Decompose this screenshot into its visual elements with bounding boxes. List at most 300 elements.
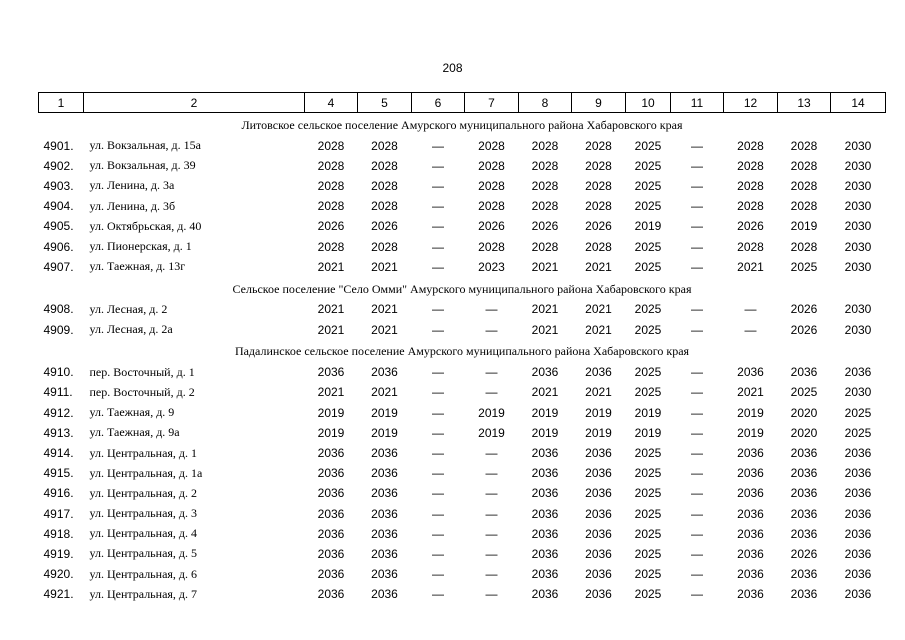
year-cell-col-14: 2036: [844, 567, 872, 582]
year-cell-col-10: 2025: [634, 546, 662, 561]
year-cell-col-13: 2036: [790, 506, 818, 521]
address-cell: ул. Центральная, д. 1: [89, 445, 198, 460]
year-cell-col-14: 2030: [844, 158, 872, 173]
address-cell: ул. Центральная, д. 7: [89, 586, 198, 601]
header-row: [39, 93, 886, 113]
year-cell-col-11: —: [691, 259, 703, 274]
year-cell-col-8: 2036: [531, 506, 559, 521]
year-cell-col-5: 2036: [371, 526, 398, 541]
year-cell-col-14: 2036: [844, 587, 872, 602]
year-cell-col-9: 2028: [585, 158, 612, 173]
column-header-13: 13: [778, 93, 831, 113]
column-header-5: 5: [358, 93, 412, 113]
year-cell-col-5: 2028: [371, 138, 398, 153]
year-cell-col-7: —: [485, 446, 498, 461]
year-cell-col-11: —: [691, 302, 703, 317]
year-cell-col-9: 2021: [585, 302, 612, 317]
year-cell-col-4: 2021: [317, 385, 345, 400]
year-cell-col-4: 2021: [317, 302, 345, 317]
section-heading-row: [39, 113, 886, 136]
year-cell-col-7: 2026: [478, 219, 505, 234]
row-number: 4918.: [43, 526, 74, 541]
year-cell-col-14: 2030: [844, 259, 872, 274]
year-cell-col-12: 2028: [737, 178, 764, 193]
year-cell-col-9: 2028: [585, 239, 612, 254]
row-number: 4901.: [43, 138, 74, 153]
row-number: 4908.: [43, 302, 74, 317]
year-cell-col-11: —: [691, 219, 703, 234]
column-header-2: 2: [84, 93, 305, 113]
year-cell-col-7: —: [485, 385, 498, 400]
year-cell-col-8: 2028: [531, 178, 559, 193]
year-cell-col-6: —: [432, 405, 444, 420]
year-cell-col-10: 2025: [634, 138, 662, 153]
table-row: [39, 483, 886, 503]
row-number: 4913.: [43, 425, 74, 440]
row-number: 4904.: [43, 199, 74, 214]
year-cell-col-13: 2026: [790, 546, 818, 561]
year-cell-col-5: 2036: [371, 365, 398, 380]
year-cell-col-13: 2028: [790, 158, 818, 173]
year-cell-col-11: —: [691, 425, 703, 440]
year-cell-col-10: 2019: [634, 219, 662, 234]
year-cell-col-6: —: [432, 546, 444, 561]
address-cell: ул. Лесная, д. 2: [89, 301, 168, 316]
year-cell-col-6: —: [432, 526, 444, 541]
year-cell-col-11: —: [691, 178, 703, 193]
year-cell-col-7: —: [485, 567, 498, 582]
year-cell-col-12: 2021: [737, 259, 764, 274]
table-row: [39, 257, 886, 277]
year-cell-col-10: 2025: [634, 486, 662, 501]
year-cell-col-10: 2025: [634, 178, 662, 193]
year-cell-col-6: —: [432, 259, 444, 274]
year-cell-col-9: 2026: [585, 219, 612, 234]
year-cell-col-4: 2036: [317, 365, 345, 380]
year-cell-col-5: 2036: [371, 546, 398, 561]
table-row: [39, 564, 886, 584]
column-header-14: 14: [831, 93, 886, 113]
row-number: 4917.: [43, 506, 74, 521]
year-cell-col-7: 2028: [478, 239, 505, 254]
year-cell-col-5: 2021: [371, 302, 398, 317]
year-cell-col-6: —: [432, 178, 444, 193]
year-cell-col-10: 2025: [634, 322, 662, 337]
year-cell-col-6: —: [432, 425, 444, 440]
column-header-7: 7: [465, 93, 519, 113]
year-cell-col-6: —: [432, 322, 444, 337]
year-cell-col-9: 2019: [585, 425, 612, 440]
year-cell-col-12: 2019: [737, 425, 764, 440]
year-cell-col-13: 2036: [790, 587, 818, 602]
address-cell: ул. Пионерская, д. 1: [89, 239, 192, 254]
table-row: [39, 584, 886, 604]
year-cell-col-8: 2036: [531, 546, 559, 561]
year-cell-col-6: —: [432, 446, 444, 461]
table-row: [39, 176, 886, 196]
year-cell-col-5: 2036: [371, 446, 398, 461]
year-cell-col-5: 2028: [371, 239, 398, 254]
table-row: [39, 196, 886, 216]
year-cell-col-4: 2021: [317, 259, 345, 274]
year-cell-col-14: 2030: [844, 302, 872, 317]
table-row: [39, 320, 886, 340]
year-cell-col-13: 2028: [790, 239, 818, 254]
year-cell-col-14: 2030: [844, 322, 872, 337]
year-cell-col-9: 2021: [585, 385, 612, 400]
table-body: [39, 113, 886, 605]
row-number: 4910.: [43, 365, 74, 380]
table-header: [39, 93, 886, 113]
year-cell-col-4: 2019: [317, 405, 345, 420]
year-cell-col-7: —: [485, 365, 498, 380]
year-cell-col-12: 2036: [737, 466, 764, 481]
column-header-1: 1: [39, 93, 84, 113]
year-cell-col-8: 2028: [531, 138, 559, 153]
year-cell-col-4: 2036: [317, 526, 345, 541]
year-cell-col-8: 2021: [531, 302, 559, 317]
column-header-6: 6: [412, 93, 465, 113]
year-cell-col-6: —: [432, 587, 444, 602]
section-heading-row: [39, 340, 886, 363]
year-cell-col-4: 2026: [317, 219, 345, 234]
year-cell-col-4: 2036: [317, 587, 345, 602]
table-row: [39, 216, 886, 236]
table-row: [39, 524, 886, 544]
year-cell-col-9: 2019: [585, 405, 612, 420]
year-cell-col-7: —: [485, 466, 498, 481]
year-cell-col-4: 2036: [317, 466, 345, 481]
year-cell-col-9: 2036: [585, 486, 612, 501]
table-row: [39, 156, 886, 176]
table-row: [39, 504, 886, 524]
year-cell-col-9: 2021: [585, 259, 612, 274]
year-cell-col-10: 2025: [634, 302, 662, 317]
year-cell-col-6: —: [432, 466, 444, 481]
year-cell-col-7: 2028: [478, 138, 505, 153]
year-cell-col-8: 2036: [531, 526, 559, 541]
year-cell-col-5: 2021: [371, 385, 398, 400]
year-cell-col-5: 2026: [371, 219, 398, 234]
year-cell-col-10: 2025: [634, 466, 662, 481]
year-cell-col-7: —: [485, 526, 498, 541]
year-cell-col-9: 2036: [585, 365, 612, 380]
year-cell-col-13: 2036: [790, 526, 818, 541]
table-row: [39, 382, 886, 402]
year-cell-col-7: —: [485, 486, 498, 501]
year-cell-col-7: —: [485, 506, 498, 521]
address-cell: ул. Центральная, д. 3: [89, 506, 198, 521]
year-cell-col-5: 2028: [371, 199, 398, 214]
year-cell-col-6: —: [432, 567, 444, 582]
row-number: 4915.: [43, 466, 74, 481]
year-cell-col-14: 2025: [844, 405, 872, 420]
year-cell-col-9: 2036: [585, 466, 612, 481]
year-cell-col-12: 2019: [737, 405, 764, 420]
year-cell-col-7: —: [485, 302, 498, 317]
address-cell: ул. Таежная, д. 9: [89, 405, 175, 420]
year-cell-col-11: —: [691, 158, 703, 173]
year-cell-col-6: —: [432, 239, 444, 254]
year-cell-col-9: 2036: [585, 587, 612, 602]
year-cell-col-13: 2025: [790, 259, 818, 274]
year-cell-col-14: 2036: [844, 546, 872, 561]
year-cell-col-9: 2036: [585, 506, 612, 521]
year-cell-col-13: 2028: [790, 178, 818, 193]
row-number: 4916.: [43, 486, 74, 501]
table-row: [39, 423, 886, 443]
table-row: [39, 362, 886, 382]
year-cell-col-9: 2021: [585, 322, 612, 337]
year-cell-col-12: —: [744, 302, 757, 317]
year-cell-col-4: 2028: [317, 239, 345, 254]
year-cell-col-4: 2019: [317, 425, 345, 440]
year-cell-col-11: —: [691, 506, 703, 521]
row-number: 4907.: [43, 259, 74, 274]
year-cell-col-10: 2025: [634, 239, 662, 254]
table-row: [39, 299, 886, 319]
year-cell-col-12: 2036: [737, 546, 764, 561]
address-cell: ул. Центральная, д. 1а: [89, 465, 203, 480]
year-cell-col-9: 2036: [585, 526, 612, 541]
year-cell-col-5: 2019: [371, 405, 398, 420]
year-cell-col-7: 2019: [478, 425, 505, 440]
year-cell-col-14: 2030: [844, 385, 872, 400]
year-cell-col-10: 2025: [634, 158, 662, 173]
year-cell-col-14: 2036: [844, 526, 872, 541]
year-cell-col-12: 2028: [737, 158, 764, 173]
year-cell-col-10: 2019: [634, 425, 662, 440]
year-cell-col-13: 2028: [790, 199, 818, 214]
year-cell-col-12: 2028: [737, 239, 764, 254]
year-cell-col-5: 2036: [371, 506, 398, 521]
year-cell-col-11: —: [691, 365, 703, 380]
row-number: 4921.: [43, 587, 74, 602]
year-cell-col-10: 2025: [634, 385, 662, 400]
row-number: 4905.: [43, 219, 74, 234]
column-header-8: 8: [519, 93, 572, 113]
year-cell-col-12: 2036: [737, 365, 764, 380]
row-number: 4911.: [43, 385, 73, 400]
year-cell-col-7: —: [485, 546, 498, 561]
year-cell-col-7: —: [485, 587, 498, 602]
year-cell-col-10: 2025: [634, 587, 662, 602]
year-cell-col-12: 2036: [737, 506, 764, 521]
year-cell-col-12: 2036: [737, 567, 764, 582]
year-cell-col-8: 2028: [531, 158, 559, 173]
year-cell-col-12: 2028: [737, 199, 764, 214]
year-cell-col-14: 2036: [844, 486, 872, 501]
year-cell-col-5: 2036: [371, 567, 398, 582]
year-cell-col-11: —: [691, 405, 703, 420]
year-cell-col-6: —: [432, 385, 444, 400]
year-cell-col-14: 2036: [844, 365, 872, 380]
year-cell-col-8: 2028: [531, 239, 559, 254]
year-cell-col-4: 2036: [317, 506, 345, 521]
year-cell-col-10: 2025: [634, 567, 662, 582]
address-cell: ул. Центральная, д. 4: [89, 526, 198, 541]
year-cell-col-8: 2026: [531, 219, 559, 234]
address-cell: ул. Ленина, д. 3а: [89, 178, 175, 193]
year-cell-col-11: —: [691, 486, 703, 501]
address-cell: ул. Центральная, д. 2: [89, 485, 198, 500]
row-number: 4914.: [43, 446, 74, 461]
address-cell: ул. Таежная, д. 13г: [89, 259, 186, 274]
year-cell-col-12: 2026: [737, 219, 764, 234]
year-cell-col-12: 2021: [737, 385, 764, 400]
year-cell-col-6: —: [432, 506, 444, 521]
year-cell-col-4: 2028: [317, 178, 345, 193]
year-cell-col-13: 2026: [790, 302, 818, 317]
address-cell: ул. Вокзальная, д. 15а: [89, 138, 201, 153]
year-cell-col-10: 2025: [634, 259, 662, 274]
year-cell-col-11: —: [691, 138, 703, 153]
address-cell: пер. Восточный, д. 2: [89, 384, 195, 399]
year-cell-col-9: 2028: [585, 178, 612, 193]
year-cell-col-9: 2036: [585, 446, 612, 461]
year-cell-col-10: 2025: [634, 365, 662, 380]
year-cell-col-5: 2036: [371, 466, 398, 481]
address-cell: ул. Центральная, д. 6: [89, 566, 198, 581]
year-cell-col-14: 2030: [844, 138, 872, 153]
year-cell-col-7: 2019: [478, 405, 505, 420]
year-cell-col-5: 2021: [371, 259, 398, 274]
address-cell: ул. Лесная, д. 2а: [89, 322, 173, 337]
table-row: [39, 544, 886, 564]
address-cell: ул. Октябрьская, д. 40: [89, 218, 202, 233]
table-row: [39, 463, 886, 483]
year-cell-col-10: 2025: [634, 199, 662, 214]
year-cell-col-14: 2030: [844, 239, 872, 254]
year-cell-col-4: 2036: [317, 546, 345, 561]
year-cell-col-13: 2036: [790, 365, 818, 380]
year-cell-col-4: 2036: [317, 446, 345, 461]
table-row: [39, 236, 886, 256]
table-row: [39, 403, 886, 423]
year-cell-col-14: 2036: [844, 446, 872, 461]
year-cell-col-7: 2028: [478, 199, 505, 214]
row-number: 4906.: [43, 239, 74, 254]
year-cell-col-4: 2036: [317, 486, 345, 501]
year-cell-col-11: —: [691, 546, 703, 561]
year-cell-col-5: 2021: [371, 322, 398, 337]
year-cell-col-11: —: [691, 385, 703, 400]
year-cell-col-14: 2030: [844, 219, 872, 234]
year-cell-col-5: 2036: [371, 587, 398, 602]
year-cell-col-6: —: [432, 199, 444, 214]
page-number: 208: [442, 61, 463, 75]
year-cell-col-9: 2028: [585, 199, 612, 214]
year-cell-col-12: —: [744, 322, 757, 337]
year-cell-col-13: 2036: [790, 466, 818, 481]
year-cell-col-8: 2019: [531, 405, 559, 420]
year-cell-col-4: 2021: [317, 322, 345, 337]
year-cell-col-10: 2025: [634, 446, 662, 461]
address-cell: пер. Восточный, д. 1: [89, 364, 195, 379]
year-cell-col-13: 2028: [790, 138, 818, 153]
year-cell-col-11: —: [691, 322, 703, 337]
year-cell-col-8: 2019: [531, 425, 559, 440]
year-cell-col-6: —: [432, 138, 444, 153]
year-cell-col-4: 2028: [317, 158, 345, 173]
year-cell-col-8: 2036: [531, 466, 559, 481]
year-cell-col-13: 2020: [790, 425, 818, 440]
column-header-9: 9: [572, 93, 626, 113]
year-cell-col-9: 2036: [585, 546, 612, 561]
address-cell: ул. Центральная, д. 5: [89, 546, 198, 561]
column-header-12: 12: [724, 93, 778, 113]
year-cell-col-8: 2021: [531, 385, 559, 400]
year-cell-col-8: 2036: [531, 446, 559, 461]
year-cell-col-6: —: [432, 219, 444, 234]
year-cell-col-5: 2028: [371, 158, 398, 173]
year-cell-col-13: 2020: [790, 405, 818, 420]
year-cell-col-10: 2025: [634, 506, 662, 521]
year-cell-col-12: 2036: [737, 526, 764, 541]
year-cell-col-8: 2036: [531, 365, 559, 380]
year-cell-col-14: 2036: [844, 506, 872, 521]
year-cell-col-5: 2019: [371, 425, 398, 440]
year-cell-col-9: 2036: [585, 567, 612, 582]
year-cell-col-8: 2021: [531, 322, 559, 337]
row-number: 4919.: [43, 546, 74, 561]
year-cell-col-6: —: [432, 365, 444, 380]
year-cell-col-4: 2028: [317, 199, 345, 214]
year-cell-col-7: 2028: [478, 178, 505, 193]
section-title: Литовское сельское поселение Амурского муниципального района Хабаровского края: [241, 117, 683, 132]
year-cell-col-11: —: [691, 526, 703, 541]
year-cell-col-7: —: [485, 322, 498, 337]
year-cell-col-12: 2036: [737, 446, 764, 461]
year-cell-col-6: —: [432, 486, 444, 501]
year-cell-col-8: 2021: [531, 259, 559, 274]
row-number: 4903.: [43, 178, 74, 193]
year-cell-col-10: 2025: [634, 526, 662, 541]
year-cell-col-13: 2036: [790, 486, 818, 501]
row-number: 4902.: [43, 158, 74, 173]
year-cell-col-5: 2028: [371, 178, 398, 193]
year-cell-col-14: 2030: [844, 199, 872, 214]
year-cell-col-7: 2028: [478, 158, 505, 173]
column-header-4: 4: [305, 93, 358, 113]
section-title: Падалинское сельское поселение Амурского муниципального района Хабаровского края: [234, 344, 690, 359]
column-header-11: 11: [671, 93, 724, 113]
year-cell-col-14: 2025: [844, 425, 872, 440]
year-cell-col-11: —: [691, 239, 703, 254]
year-cell-col-4: 2036: [317, 567, 345, 582]
table-row: [39, 136, 886, 156]
year-cell-col-12: 2036: [737, 587, 764, 602]
year-cell-col-11: —: [691, 446, 703, 461]
year-cell-col-13: 2026: [790, 322, 818, 337]
year-cell-col-13: 2036: [790, 567, 818, 582]
year-cell-col-13: 2019: [790, 219, 818, 234]
year-cell-col-12: 2028: [737, 138, 764, 153]
address-cell: ул. Вокзальная, д. 39: [89, 158, 196, 173]
row-number: 4909.: [43, 322, 74, 337]
address-cell: ул. Ленина, д. 3б: [89, 198, 176, 213]
year-cell-col-13: 2036: [790, 446, 818, 461]
year-cell-col-11: —: [691, 567, 703, 582]
year-cell-col-6: —: [432, 302, 444, 317]
table-row: [39, 443, 886, 463]
year-cell-col-14: 2036: [844, 466, 872, 481]
row-number: 4920.: [43, 567, 74, 582]
year-cell-col-6: —: [432, 158, 444, 173]
year-cell-col-12: 2036: [737, 486, 764, 501]
year-cell-col-7: 2023: [478, 259, 505, 274]
year-cell-col-5: 2036: [371, 486, 398, 501]
